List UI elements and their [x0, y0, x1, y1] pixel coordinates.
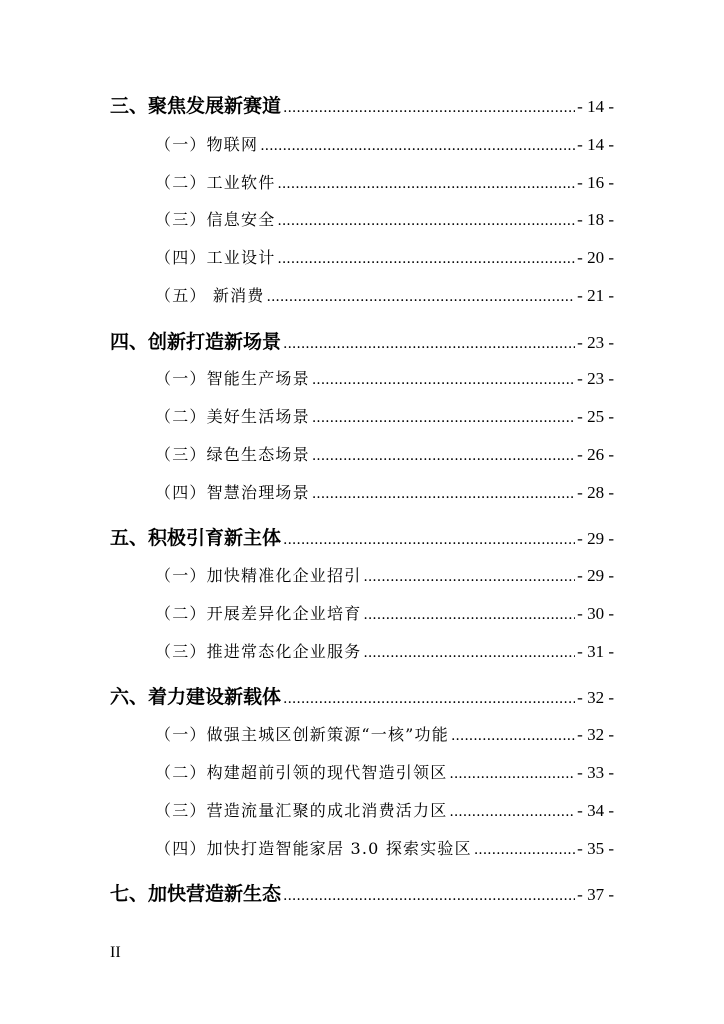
toc-entry-page: - 33 -: [577, 763, 614, 782]
toc-entry-title: （二）开展差异化企业培育: [155, 604, 362, 623]
toc-entry-title: （二）工业软件: [155, 173, 276, 192]
toc-entry-title: 七、加快营造新生态: [110, 883, 282, 905]
toc-entry-page: - 14 -: [577, 135, 614, 154]
toc-dot-leader: [260, 139, 575, 153]
toc-dot-leader: [474, 843, 575, 857]
toc-entry-title: （三）推进常态化企业服务: [155, 642, 362, 661]
toc-entry-title: （四）工业设计: [155, 248, 276, 267]
toc-dot-leader: [449, 805, 575, 819]
toc-entry-6-3[interactable]: [155, 802, 614, 819]
toc-entry-title: （一）智能生产场景: [155, 369, 310, 388]
toc-entry-page: - 20 -: [577, 248, 614, 267]
toc-entry-page: - 28 -: [577, 483, 614, 502]
toc-dot-leader: [283, 692, 575, 706]
toc-dot-leader: [283, 337, 575, 351]
toc-entry-title: （一）加快精准化企业招引: [155, 566, 362, 585]
toc-dot-leader: [363, 608, 575, 622]
toc-entry-page: - 29 -: [577, 529, 614, 548]
toc-dot-leader: [277, 252, 575, 266]
toc-entry-page: - 34 -: [577, 801, 614, 820]
toc-dot-leader: [451, 729, 575, 743]
toc-entry-3-2[interactable]: [155, 174, 614, 191]
toc-entry-4-3[interactable]: [155, 446, 614, 463]
toc-dot-leader: [312, 449, 575, 463]
toc-dot-leader: [363, 646, 575, 660]
toc-entry-title: （五） 新消费: [155, 286, 265, 305]
toc-entry-6-1[interactable]: [155, 726, 614, 743]
toc-entry-section-7[interactable]: [110, 885, 614, 904]
toc-entry-3-1[interactable]: [155, 136, 614, 153]
toc-dot-leader: [449, 767, 575, 781]
toc-entry-page: - 32 -: [577, 725, 614, 744]
toc-entry-page: - 30 -: [577, 604, 614, 623]
toc-entry-page: - 35 -: [577, 839, 614, 858]
toc-entry-title: 六、着力建设新载体: [110, 686, 282, 708]
toc-entry-page: - 18 -: [577, 210, 614, 229]
toc-dot-leader: [312, 373, 575, 387]
footer-page-number: II: [110, 944, 121, 961]
toc-dot-leader: [277, 214, 575, 228]
toc-dot-leader: [267, 290, 576, 304]
toc-entry-page: - 23 -: [577, 369, 614, 388]
toc-entry-3-4[interactable]: [155, 249, 614, 266]
toc-entry-4-2[interactable]: [155, 408, 614, 425]
toc-entry-3-5[interactable]: [155, 287, 614, 304]
toc-entry-4-1[interactable]: [155, 370, 614, 387]
toc-entry-page: - 14 -: [577, 97, 614, 116]
toc-entry-4-4[interactable]: [155, 484, 614, 501]
toc-entry-title: （四）智慧治理场景: [155, 483, 310, 502]
toc-entry-5-2[interactable]: [155, 605, 614, 622]
toc-entry-section-6[interactable]: [110, 688, 614, 707]
toc-entry-page: - 31 -: [577, 642, 614, 661]
toc-entry-title: （二）美好生活场景: [155, 407, 310, 426]
toc-entry-section-4[interactable]: [110, 333, 614, 352]
toc-dot-leader: [277, 177, 575, 191]
toc-entry-title: （二）构建超前引领的现代智造引领区: [155, 763, 448, 782]
toc-dot-leader: [283, 533, 575, 547]
toc-entry-page: - 21 -: [577, 286, 614, 305]
toc-entry-page: - 29 -: [577, 566, 614, 585]
toc-entry-page: - 32 -: [577, 688, 614, 707]
toc-entry-5-3[interactable]: [155, 643, 614, 660]
toc-entry-page: - 23 -: [577, 333, 614, 352]
toc-entry-title: （一）做强主城区创新策源“一核”功能: [155, 725, 449, 744]
toc-entry-6-4[interactable]: [155, 840, 614, 857]
toc-entry-3-3[interactable]: [155, 211, 614, 228]
toc-entry-title: 四、创新打造新场景: [110, 331, 282, 353]
toc-entry-6-2[interactable]: [155, 764, 614, 781]
toc-dot-leader: [312, 411, 575, 425]
toc-entry-section-5[interactable]: [110, 529, 614, 548]
toc-entry-page: - 26 -: [577, 445, 614, 464]
toc-entry-title: （三）营造流量汇聚的成北消费活力区: [155, 801, 448, 820]
toc-entry-title: 五、积极引育新主体: [110, 527, 282, 549]
toc-entry-5-1[interactable]: [155, 567, 614, 584]
toc-entry-page: - 25 -: [577, 407, 614, 426]
toc-dot-leader: [363, 570, 575, 584]
toc-entry-title: （四）加快打造智能家居 3.0 探索实验区: [155, 839, 472, 858]
toc-entry-page: - 37 -: [577, 885, 614, 904]
toc-entry-title: （三）绿色生态场景: [155, 445, 310, 464]
toc-dot-leader: [283, 101, 575, 115]
toc-entry-title: （一）物联网: [155, 135, 259, 154]
toc-entry-title: （三）信息安全: [155, 210, 276, 229]
toc-dot-leader: [312, 487, 575, 501]
toc-entry-page: - 16 -: [577, 173, 614, 192]
toc-entry-section-3[interactable]: [110, 97, 614, 116]
toc-entry-title: 三、聚焦发展新赛道: [110, 95, 282, 117]
toc-dot-leader: [283, 889, 575, 903]
